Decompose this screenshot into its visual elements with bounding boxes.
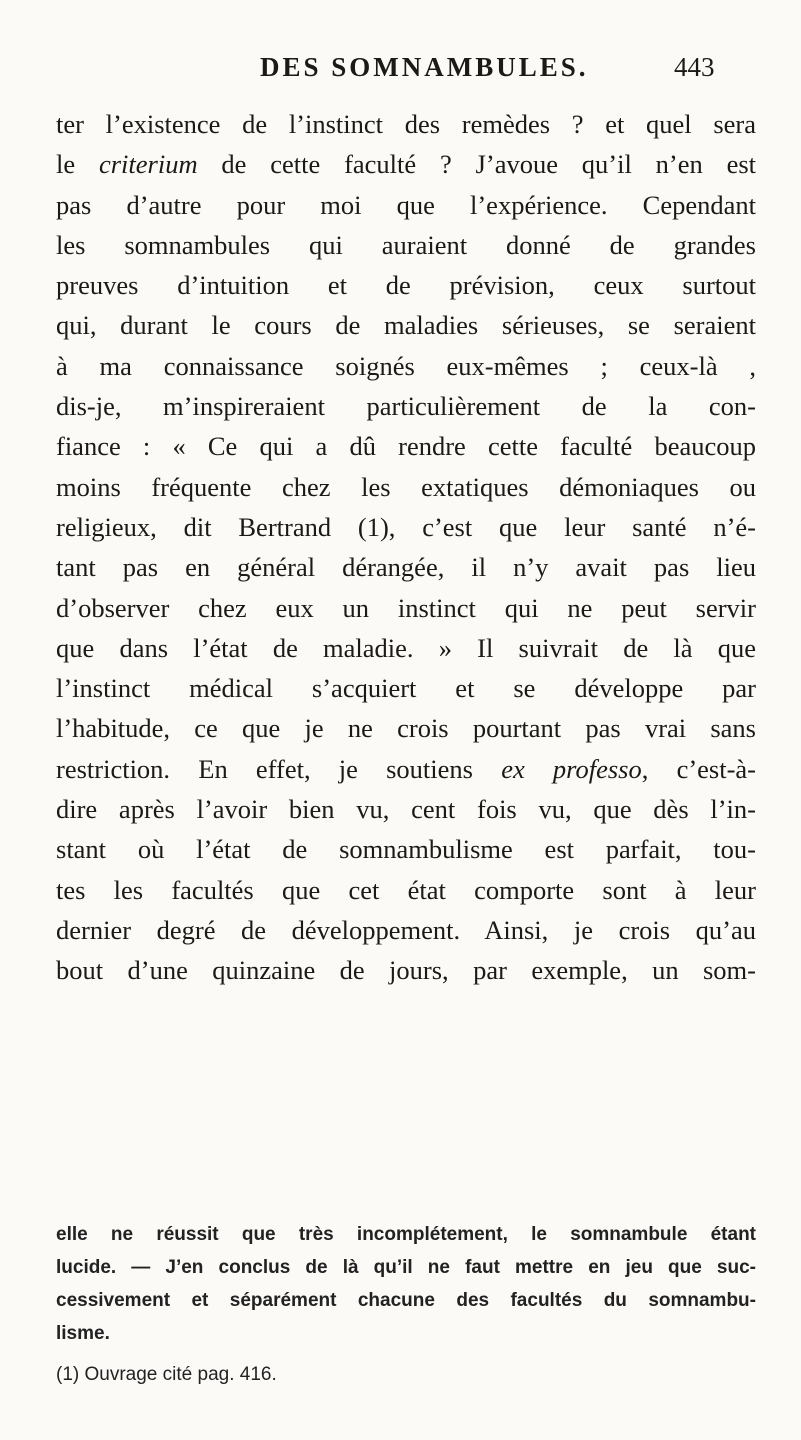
text-line: tes les facultés que cet état comporte sont à leur <box>56 874 756 905</box>
page-number: 443 <box>674 52 715 82</box>
text-line: restriction. En effet, je soutiens ex professo, c’est-à- <box>56 753 757 784</box>
footnote-line: cessivement et séparément chacune des facultés du somnambu- <box>56 1290 756 1311</box>
text-line: fiance : « Ce qui a dû rendre cette faculté beaucoup <box>56 431 756 462</box>
footnote-line: elle ne réussit que très incomplétement, le somnambule étant <box>56 1224 756 1245</box>
running-title: DES SOMNAMBULES. <box>260 52 589 82</box>
text-line: les somnambules qui auraient donné de grandes <box>56 229 756 260</box>
italic-term: criterium <box>98 149 198 180</box>
italic-term: ex professo <box>501 753 642 784</box>
text-line: l’habitude, ce que je ne crois pourtant pas vrai sans <box>56 713 756 744</box>
text-line: qui, durant le cours de maladies sérieuses, se seraient <box>56 310 756 341</box>
text-line: religieux, dit Bertrand (1), c’est que leur santé n’é- <box>56 511 756 542</box>
text-line: d’observer chez eux un instinct qui ne peut servir <box>56 592 756 623</box>
text-line: dire après l’avoir bien vu, cent fois vu, que dès l’in- <box>56 794 756 825</box>
footnote-reference: (1) Ouvrage cité pag. 416. <box>56 1364 277 1385</box>
main-text <box>56 104 756 991</box>
text-line: preuves d’intuition et de prévision, ceux surtout <box>56 270 756 301</box>
text-line: dernier degré de développement. Ainsi, je crois qu’au <box>56 914 756 945</box>
text-line: moins fréquente chez les extatiques démoniaques ou <box>56 471 756 502</box>
page-header <box>0 44 801 84</box>
text-line: dis-je, m’inspireraient particulièrement de la con- <box>56 391 756 422</box>
text-line: ter l’existence de l’instinct des remèdes ? et quel sera <box>56 109 756 139</box>
text-line: tant pas en général dérangée, il n’y avait pas lieu <box>56 552 756 583</box>
text-line: le criterium de cette faculté ? J’avoue qu’il n’en est <box>56 149 757 180</box>
footnote-line: lisme. <box>56 1323 110 1344</box>
text-line: l’instinct médical s’acquiert et se développe par <box>56 673 756 704</box>
text-line: que dans l’état de maladie. » Il suivrait de là que <box>56 632 756 663</box>
text-line: stant où l’état de somnambulisme est parfait, tou- <box>56 834 756 865</box>
text-line: à ma connaissance soignés eux-mêmes ; ceux-là , <box>56 350 756 381</box>
text-line: pas d’autre pour moi que l’expérience. Cependant <box>56 189 756 220</box>
footnotes <box>56 1218 756 1391</box>
footnote-line: lucide. — J’en conclus de là qu’il ne faut mettre en jeu que suc- <box>56 1257 756 1278</box>
text-line: bout d’une quinzaine de jours, par exemple, un som- <box>56 955 756 986</box>
